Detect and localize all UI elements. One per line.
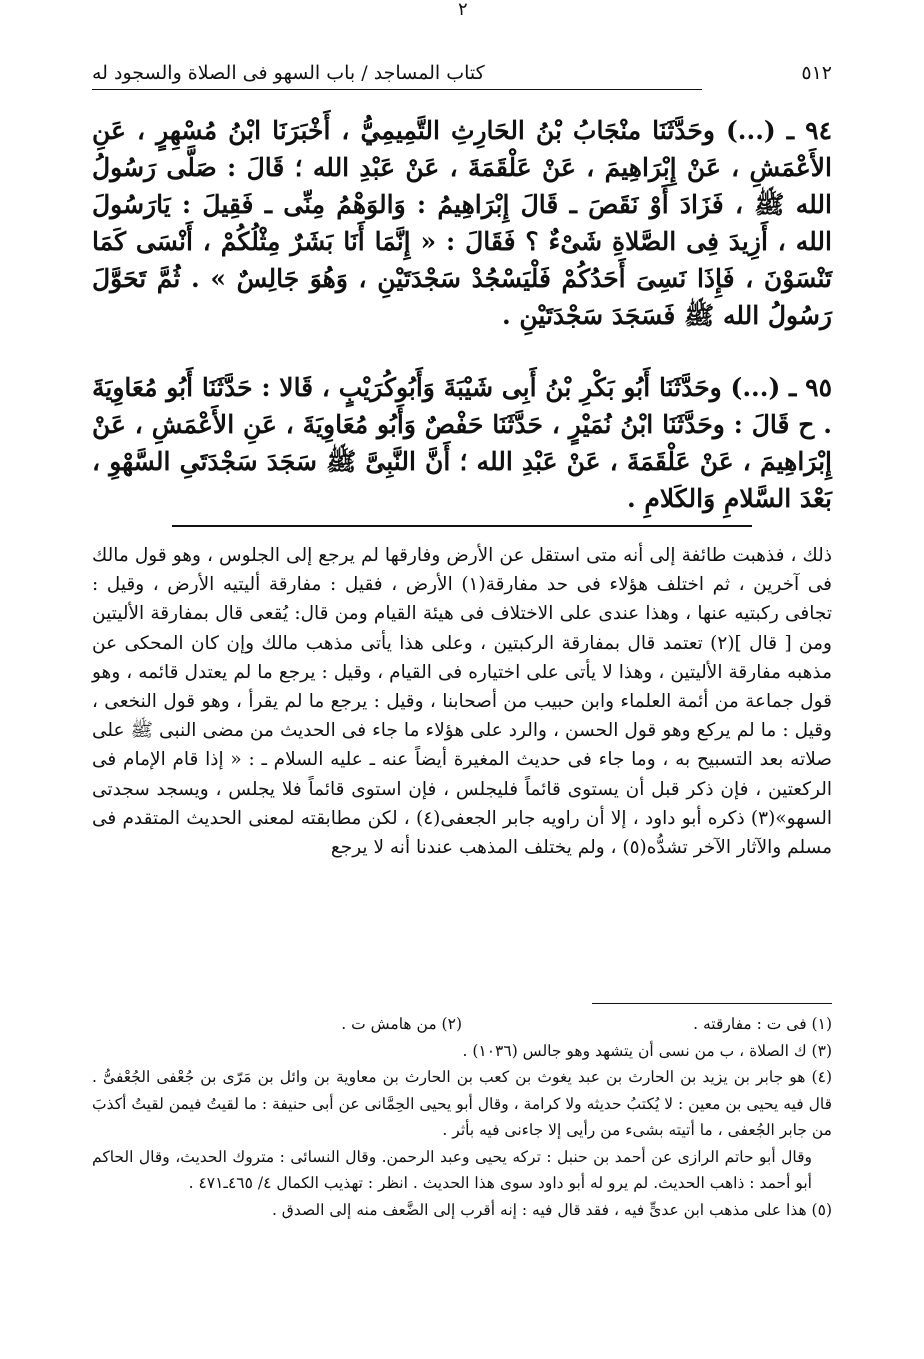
footnote-5: (٥) هذا على مذهب ابن عدىٍّ فيه ، فقد قال فيه : إنه أقرب إلى الضَّعف منه إلى الصدق . <box>271 1200 832 1219</box>
hadith-95 <box>92 369 832 517</box>
hadith-94 <box>92 112 832 334</box>
header-rule <box>92 89 702 90</box>
hadith-text: ٩٤ ـ (...) وحَدَّثَنَا منْجَابُ بْنُ الحَارِثِ التَّمِيمِيُّ ، أَخْبَرَنَا ابْنُ مُسْهِرٍ ، عَنِ الأَعْمَشِ ، عَنْ إِبْرَاهِيمَ ، عَنْ عَلْقَمَةَ ، عَنْ عَبْدِ الله ؛ قَالَ : صَلَّى رَسُولُ الله ﷺ ، فَزَادَ أَوْ نَقَصَ ـ قَالَ إِبْرَاهِيمُ : وَالوَهْمُ مِنِّى ـ فَقِيلَ : يَارَسُولَ الله ، أَزِيدَ فِى الصَّلاةِ شَىْءٌ ؟ فَقَالَ : « إِنَّمَا أَنَا بَشَرٌ مِثْلُكُمْ ، أَنْسَى كَمَا تَنْسَوْنَ ، فَإِذَا نَسِىَ أَحَدُكُمْ فَلْيَسْجُدْ سَجْدَتَيْنِ ، وَهُوَ جَالِسٌ » . ثُمَّ تَحَوَّلَ رَسُولُ الله ﷺ فَسَجَدَ سَجْدَتَيْنِ . <box>92 116 832 330</box>
footnote-2: (٢) من هامش ت . <box>341 1015 462 1033</box>
footnote-row <box>92 1011 832 1038</box>
footnote-4-continued: وقال أبو حاتم الرازى عن أحمد بن حنبل : تركه يحيى وعبد الرحمن. وقال النسائى : متروك الحديث، وقال الحاكم أبو أحمد : ذاهب الحديث. لم يرو له أبو داود سوى هذا الحديث . انظر : تهذيب الكمال ٤/ ٤٦٥ـ٤٧١ . <box>92 1147 812 1192</box>
page-header <box>92 60 832 90</box>
page-number: ٥١٢ <box>801 62 832 84</box>
commentary <box>92 541 832 862</box>
footnote-divider <box>592 1003 832 1004</box>
footnote-3: (٣) ك الصلاة ، ب من نسى أن يتشهد وهو جالس (١٠٣٦) . <box>462 1041 832 1060</box>
footnote-4: (٤) هو جابر بن يزيد بن الحارث بن عبد يغوث بن كعب بن الحارث بن معاوية بن وائل بن مَرّى بن جُعْفى الجُعْفىُّ . قال فيه يحيى بن معين : لا يُكتبُ حديثه ولا كرامة ، وقال أبو يحيى الحِمَّانى عن أبى حنيفة : ما لقيتُ فيمن لقيتُ أكذبَ من جابر الجُعفى ، ما أتيته بشىء من رأيى إلا جاءنى فيه بأثر . <box>92 1068 832 1139</box>
section-divider <box>172 525 752 527</box>
top-mark: ٢ <box>458 0 468 20</box>
footnotes <box>92 1011 832 1223</box>
hadith-text: ٩٥ ـ (...) وحَدَّثَنَا أَبُو بَكْرِ بْنُ أَبِى شَيْبَةَ وَأَبُوكُرَيْبٍ ، قَالا : حَدَّثَنَا أَبُو مُعَاوِيَةَ . ح قَالَ : وحَدَّثَنَا ابْنُ نُمَيْرٍ ، حَدَّثَنَا حَفْصٌ وَأَبُو مُعَاوِيَةَ ، عَنِ الأَعْمَشِ ، عَنْ إِبْرَاهِيمَ ، عَنْ عَلْقَمَةَ ، عَنْ عَبْدِ الله ؛ أَنَّ النَّبِىَّ ﷺ سَجَدَ سَجْدَتَىِ السَّهْوِ ، بَعْدَ السَّلامِ وَالكَلامِ . <box>92 373 832 513</box>
commentary-text: ذلك ، فذهبت طائفة إلى أنه متى استقل عن الأرض وفارقها لم يرجع إلى الجلوس ، وهو قول مالك فى آخرين ، ثم اختلف هؤلاء فى حد مفارقة(١) الأرض ، فقيل : مفارقة أليتيه الأرض ، وقيل : تجافى ركبتيه عنها ، وهذا عندى على الاختلاف فى هيئة القيام ومن قال: يُقعى قال بمفارقة الأليتين ومن [ قال ](٢) تعتمد قال بمفارقة الركبتين ، وعلى هذا يأتى مذهب مالك وإن كان المحكى عن مذهبه مفارقة الأليتين ، وهذا لا يأتى على اختياره فى القيام ، وقيل : يرجع ما لم يعتدل قائمه ، وهو قول جماعة من أئمة العلماء وابن حبيب من أصحابنا ، وقيل : يرجع ما لم يقرأ ، وهو قول النخعى ، وقيل : ما لم يركع وهو قول الحسن ، والرد على هؤلاء ما جاء فى الحديث من مضى النبى ﷺ على صلاته بعد التسبيح به ، وما جاء فى حديث المغيرة أيضاً عنه ـ عليه السلام ـ : « إذا قام الإمام فى الركعتين ، فإن ذكر قبل أن يستوى قائماً فليجلس ، فإن استوى قائماً فلا يجلس ، ويسجد سجدتى السهو»(٣) ذكره أبو داود ، إلا أن راويه جابر الجعفى(٤) ، لكن مطابقته لمعنى الحديث المتقدم فى مسلم والآثار الآخر تشدُّه(٥) ، ولم يختلف المذهب عندنا أنه لا يرجع <box>92 545 832 859</box>
footnote-1: (١) فى ت : مفارقته . <box>693 1015 832 1033</box>
running-title: كتاب المساجد / باب السهو فى الصلاة والسجود له <box>92 62 485 84</box>
